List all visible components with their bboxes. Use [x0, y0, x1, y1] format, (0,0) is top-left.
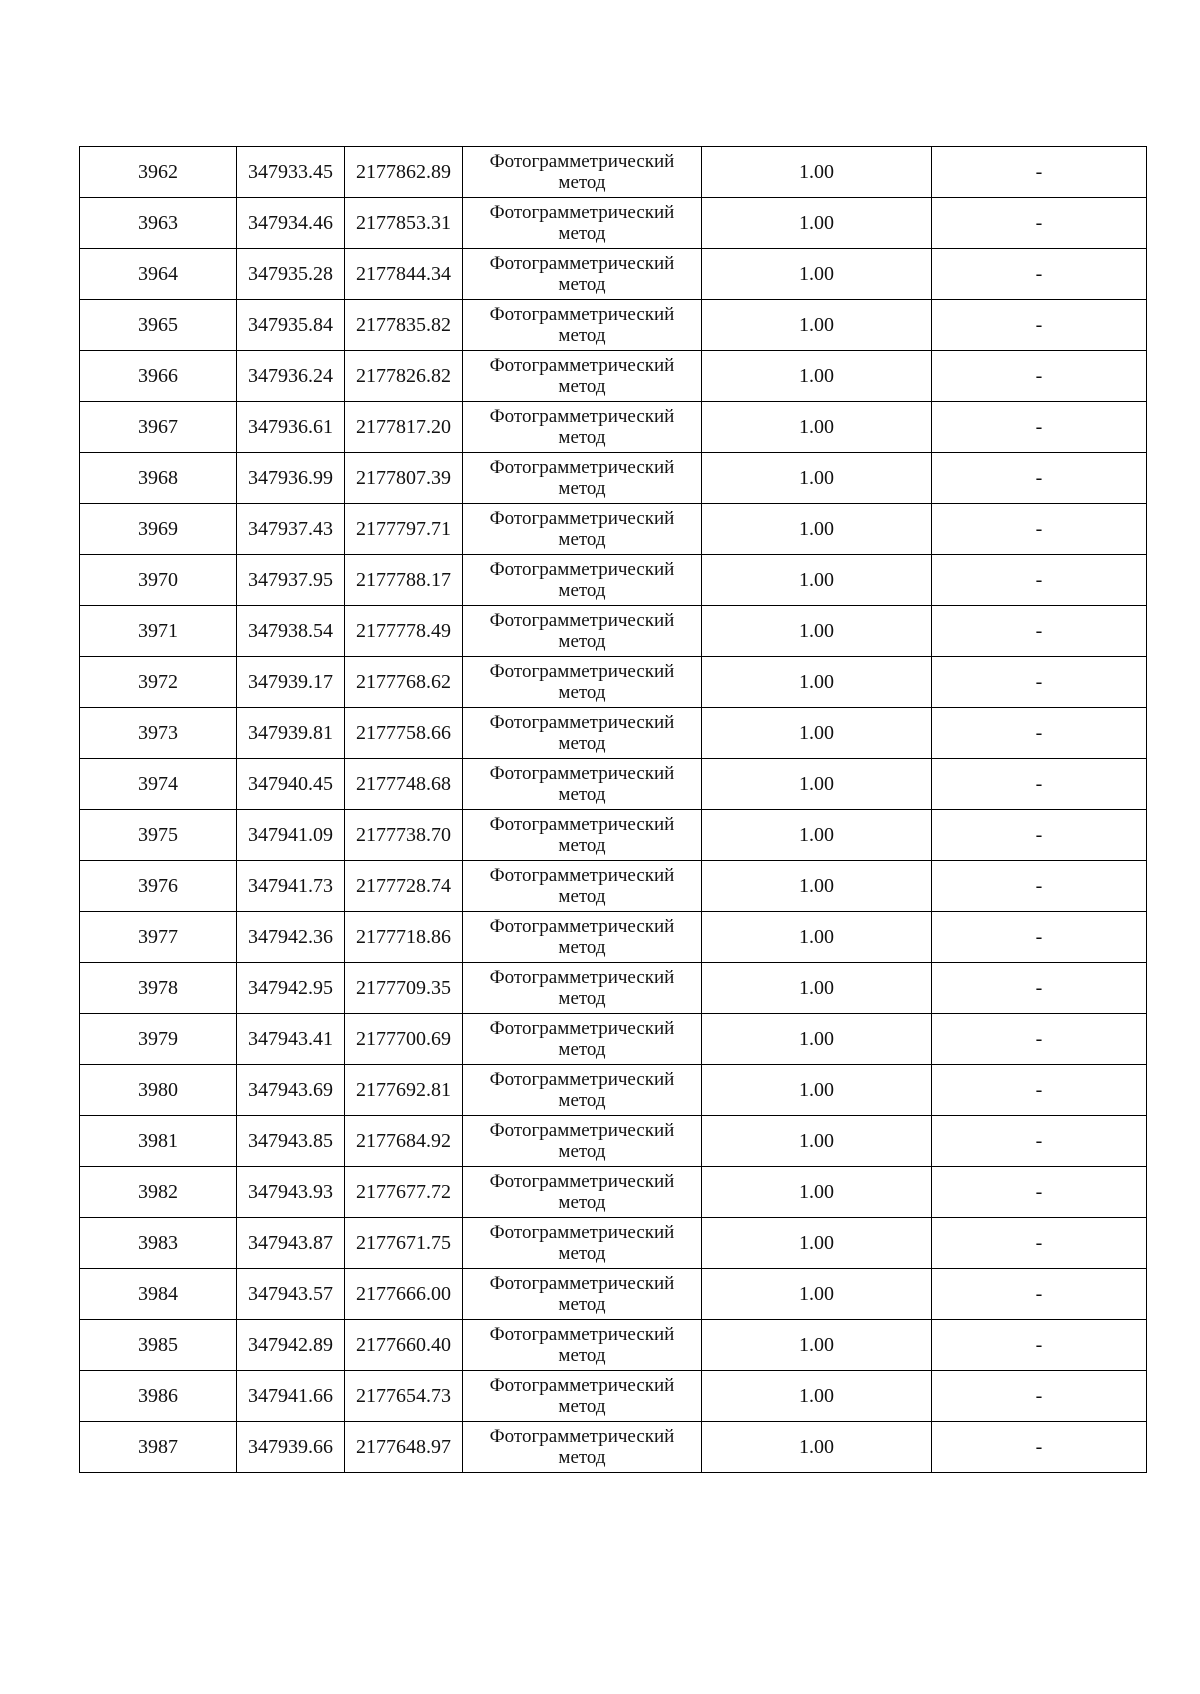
x-coordinate-cell: 347933.45 [237, 147, 345, 198]
x-coordinate-cell: 347939.17 [237, 657, 345, 708]
y-coordinate-cell: 2177826.82 [345, 351, 463, 402]
table-row [80, 147, 1147, 198]
x-coordinate-cell: 347943.41 [237, 1014, 345, 1065]
accuracy-cell: 1.00 [702, 300, 932, 351]
accuracy-cell: 1.00 [702, 198, 932, 249]
table-row [80, 1218, 1147, 1269]
method-text: Фотограмметрический метод [489, 304, 675, 346]
point-number-cell: 3976 [80, 861, 237, 912]
y-coordinate-cell: 2177660.40 [345, 1320, 463, 1371]
note-cell: - [932, 606, 1147, 657]
table-row [80, 351, 1147, 402]
y-coordinate-cell: 2177692.81 [345, 1065, 463, 1116]
table-row [80, 759, 1147, 810]
method-cell [463, 198, 702, 249]
table-row [80, 1116, 1147, 1167]
accuracy-cell: 1.00 [702, 504, 932, 555]
note-cell: - [932, 759, 1147, 810]
y-coordinate-cell: 2177788.17 [345, 555, 463, 606]
method-cell [463, 504, 702, 555]
table-row [80, 606, 1147, 657]
x-coordinate-cell: 347943.93 [237, 1167, 345, 1218]
accuracy-cell: 1.00 [702, 1065, 932, 1116]
table-row [80, 453, 1147, 504]
x-coordinate-cell: 347940.45 [237, 759, 345, 810]
note-cell: - [932, 1014, 1147, 1065]
note-cell: - [932, 453, 1147, 504]
method-cell [463, 657, 702, 708]
x-coordinate-cell: 347937.43 [237, 504, 345, 555]
point-number-cell: 3966 [80, 351, 237, 402]
note-cell: - [932, 300, 1147, 351]
method-cell [463, 912, 702, 963]
method-cell [463, 1116, 702, 1167]
point-number-cell: 3965 [80, 300, 237, 351]
accuracy-cell: 1.00 [702, 963, 932, 1014]
method-cell [463, 1269, 702, 1320]
y-coordinate-cell: 2177677.72 [345, 1167, 463, 1218]
method-text: Фотограмметрический метод [489, 1018, 675, 1060]
y-coordinate-cell: 2177817.20 [345, 402, 463, 453]
note-cell: - [932, 1422, 1147, 1473]
accuracy-cell: 1.00 [702, 147, 932, 198]
point-number-cell: 3977 [80, 912, 237, 963]
method-cell [463, 1014, 702, 1065]
method-text: Фотограмметрический метод [489, 865, 675, 907]
method-cell [463, 1371, 702, 1422]
y-coordinate-cell: 2177758.66 [345, 708, 463, 759]
point-number-cell: 3979 [80, 1014, 237, 1065]
accuracy-cell: 1.00 [702, 708, 932, 759]
note-cell: - [932, 657, 1147, 708]
y-coordinate-cell: 2177671.75 [345, 1218, 463, 1269]
x-coordinate-cell: 347943.87 [237, 1218, 345, 1269]
table-row [80, 708, 1147, 759]
method-text: Фотограмметрический метод [489, 559, 675, 601]
point-number-cell: 3973 [80, 708, 237, 759]
x-coordinate-cell: 347935.28 [237, 249, 345, 300]
y-coordinate-cell: 2177666.00 [345, 1269, 463, 1320]
method-text: Фотограмметрический метод [489, 1069, 675, 1111]
y-coordinate-cell: 2177844.34 [345, 249, 463, 300]
method-cell [463, 249, 702, 300]
accuracy-cell: 1.00 [702, 1422, 932, 1473]
method-text: Фотограмметрический метод [489, 1120, 675, 1162]
point-number-cell: 3981 [80, 1116, 237, 1167]
note-cell: - [932, 1065, 1147, 1116]
x-coordinate-cell: 347942.95 [237, 963, 345, 1014]
x-coordinate-cell: 347936.61 [237, 402, 345, 453]
point-number-cell: 3986 [80, 1371, 237, 1422]
accuracy-cell: 1.00 [702, 912, 932, 963]
point-number-cell: 3971 [80, 606, 237, 657]
y-coordinate-cell: 2177748.68 [345, 759, 463, 810]
point-number-cell: 3978 [80, 963, 237, 1014]
note-cell: - [932, 351, 1147, 402]
point-number-cell: 3964 [80, 249, 237, 300]
note-cell: - [932, 810, 1147, 861]
method-cell [463, 402, 702, 453]
method-text: Фотограмметрический метод [489, 661, 675, 703]
x-coordinate-cell: 347936.24 [237, 351, 345, 402]
y-coordinate-cell: 2177768.62 [345, 657, 463, 708]
note-cell: - [932, 555, 1147, 606]
point-number-cell: 3967 [80, 402, 237, 453]
y-coordinate-cell: 2177709.35 [345, 963, 463, 1014]
method-cell [463, 606, 702, 657]
coordinates-table [79, 146, 1147, 1473]
y-coordinate-cell: 2177797.71 [345, 504, 463, 555]
y-coordinate-cell: 2177862.89 [345, 147, 463, 198]
x-coordinate-cell: 347939.66 [237, 1422, 345, 1473]
note-cell: - [932, 1167, 1147, 1218]
table-row [80, 402, 1147, 453]
table-row [80, 912, 1147, 963]
y-coordinate-cell: 2177738.70 [345, 810, 463, 861]
note-cell: - [932, 912, 1147, 963]
x-coordinate-cell: 347941.66 [237, 1371, 345, 1422]
point-number-cell: 3987 [80, 1422, 237, 1473]
method-text: Фотограмметрический метод [489, 814, 675, 856]
method-cell [463, 453, 702, 504]
note-cell: - [932, 1269, 1147, 1320]
x-coordinate-cell: 347943.69 [237, 1065, 345, 1116]
x-coordinate-cell: 347935.84 [237, 300, 345, 351]
point-number-cell: 3972 [80, 657, 237, 708]
method-cell [463, 810, 702, 861]
accuracy-cell: 1.00 [702, 1269, 932, 1320]
x-coordinate-cell: 347936.99 [237, 453, 345, 504]
table-row [80, 1167, 1147, 1218]
method-cell [463, 861, 702, 912]
note-cell: - [932, 708, 1147, 759]
note-cell: - [932, 963, 1147, 1014]
table-row [80, 1014, 1147, 1065]
method-cell [463, 1320, 702, 1371]
table-row [80, 810, 1147, 861]
method-cell [463, 1218, 702, 1269]
accuracy-cell: 1.00 [702, 810, 932, 861]
table-row [80, 1371, 1147, 1422]
note-cell: - [932, 1116, 1147, 1167]
point-number-cell: 3985 [80, 1320, 237, 1371]
point-number-cell: 3984 [80, 1269, 237, 1320]
table-row [80, 504, 1147, 555]
x-coordinate-cell: 347942.89 [237, 1320, 345, 1371]
y-coordinate-cell: 2177835.82 [345, 300, 463, 351]
table-row [80, 1422, 1147, 1473]
x-coordinate-cell: 347938.54 [237, 606, 345, 657]
method-text: Фотограмметрический метод [489, 1324, 675, 1366]
method-text: Фотограмметрический метод [489, 1273, 675, 1315]
x-coordinate-cell: 347941.73 [237, 861, 345, 912]
coordinates-table-body [80, 147, 1147, 1473]
method-cell [463, 300, 702, 351]
y-coordinate-cell: 2177648.97 [345, 1422, 463, 1473]
method-text: Фотограмметрический метод [489, 967, 675, 1009]
method-text: Фотограмметрический метод [489, 1222, 675, 1264]
method-text: Фотограмметрический метод [489, 253, 675, 295]
note-cell: - [932, 249, 1147, 300]
accuracy-cell: 1.00 [702, 657, 932, 708]
note-cell: - [932, 1218, 1147, 1269]
x-coordinate-cell: 347937.95 [237, 555, 345, 606]
accuracy-cell: 1.00 [702, 1218, 932, 1269]
y-coordinate-cell: 2177654.73 [345, 1371, 463, 1422]
method-cell [463, 1065, 702, 1116]
table-row [80, 300, 1147, 351]
accuracy-cell: 1.00 [702, 351, 932, 402]
note-cell: - [932, 198, 1147, 249]
method-text: Фотограмметрический метод [489, 508, 675, 550]
method-text: Фотограмметрический метод [489, 610, 675, 652]
y-coordinate-cell: 2177700.69 [345, 1014, 463, 1065]
accuracy-cell: 1.00 [702, 453, 932, 504]
x-coordinate-cell: 347941.09 [237, 810, 345, 861]
accuracy-cell: 1.00 [702, 555, 932, 606]
point-number-cell: 3970 [80, 555, 237, 606]
method-cell [463, 708, 702, 759]
method-text: Фотограмметрический метод [489, 1426, 675, 1468]
accuracy-cell: 1.00 [702, 402, 932, 453]
table-row [80, 1065, 1147, 1116]
point-number-cell: 3982 [80, 1167, 237, 1218]
method-text: Фотограмметрический метод [489, 151, 675, 193]
method-cell [463, 351, 702, 402]
table-row [80, 963, 1147, 1014]
note-cell: - [932, 402, 1147, 453]
accuracy-cell: 1.00 [702, 1014, 932, 1065]
table-row [80, 249, 1147, 300]
method-cell [463, 963, 702, 1014]
y-coordinate-cell: 2177684.92 [345, 1116, 463, 1167]
y-coordinate-cell: 2177807.39 [345, 453, 463, 504]
accuracy-cell: 1.00 [702, 1116, 932, 1167]
method-cell [463, 759, 702, 810]
note-cell: - [932, 504, 1147, 555]
x-coordinate-cell: 347942.36 [237, 912, 345, 963]
note-cell: - [932, 1371, 1147, 1422]
method-cell [463, 1167, 702, 1218]
method-cell [463, 147, 702, 198]
point-number-cell: 3980 [80, 1065, 237, 1116]
note-cell: - [932, 147, 1147, 198]
point-number-cell: 3969 [80, 504, 237, 555]
method-text: Фотограмметрический метод [489, 763, 675, 805]
method-cell [463, 555, 702, 606]
method-text: Фотограмметрический метод [489, 712, 675, 754]
point-number-cell: 3968 [80, 453, 237, 504]
accuracy-cell: 1.00 [702, 249, 932, 300]
method-cell [463, 1422, 702, 1473]
table-row [80, 198, 1147, 249]
point-number-cell: 3962 [80, 147, 237, 198]
note-cell: - [932, 861, 1147, 912]
method-text: Фотограмметрический метод [489, 406, 675, 448]
method-text: Фотограмметрический метод [489, 1375, 675, 1417]
method-text: Фотограмметрический метод [489, 916, 675, 958]
accuracy-cell: 1.00 [702, 759, 932, 810]
x-coordinate-cell: 347934.46 [237, 198, 345, 249]
note-cell: - [932, 1320, 1147, 1371]
point-number-cell: 3983 [80, 1218, 237, 1269]
y-coordinate-cell: 2177728.74 [345, 861, 463, 912]
y-coordinate-cell: 2177853.31 [345, 198, 463, 249]
method-text: Фотограмметрический метод [489, 457, 675, 499]
table-row [80, 555, 1147, 606]
point-number-cell: 3975 [80, 810, 237, 861]
accuracy-cell: 1.00 [702, 606, 932, 657]
y-coordinate-cell: 2177778.49 [345, 606, 463, 657]
point-number-cell: 3963 [80, 198, 237, 249]
point-number-cell: 3974 [80, 759, 237, 810]
method-text: Фотограмметрический метод [489, 1171, 675, 1213]
y-coordinate-cell: 2177718.86 [345, 912, 463, 963]
accuracy-cell: 1.00 [702, 1167, 932, 1218]
table-row [80, 1320, 1147, 1371]
table-row [80, 657, 1147, 708]
accuracy-cell: 1.00 [702, 1320, 932, 1371]
method-text: Фотограмметрический метод [489, 202, 675, 244]
table-row [80, 861, 1147, 912]
accuracy-cell: 1.00 [702, 861, 932, 912]
accuracy-cell: 1.00 [702, 1371, 932, 1422]
x-coordinate-cell: 347939.81 [237, 708, 345, 759]
x-coordinate-cell: 347943.57 [237, 1269, 345, 1320]
x-coordinate-cell: 347943.85 [237, 1116, 345, 1167]
method-text: Фотограмметрический метод [489, 355, 675, 397]
table-row [80, 1269, 1147, 1320]
